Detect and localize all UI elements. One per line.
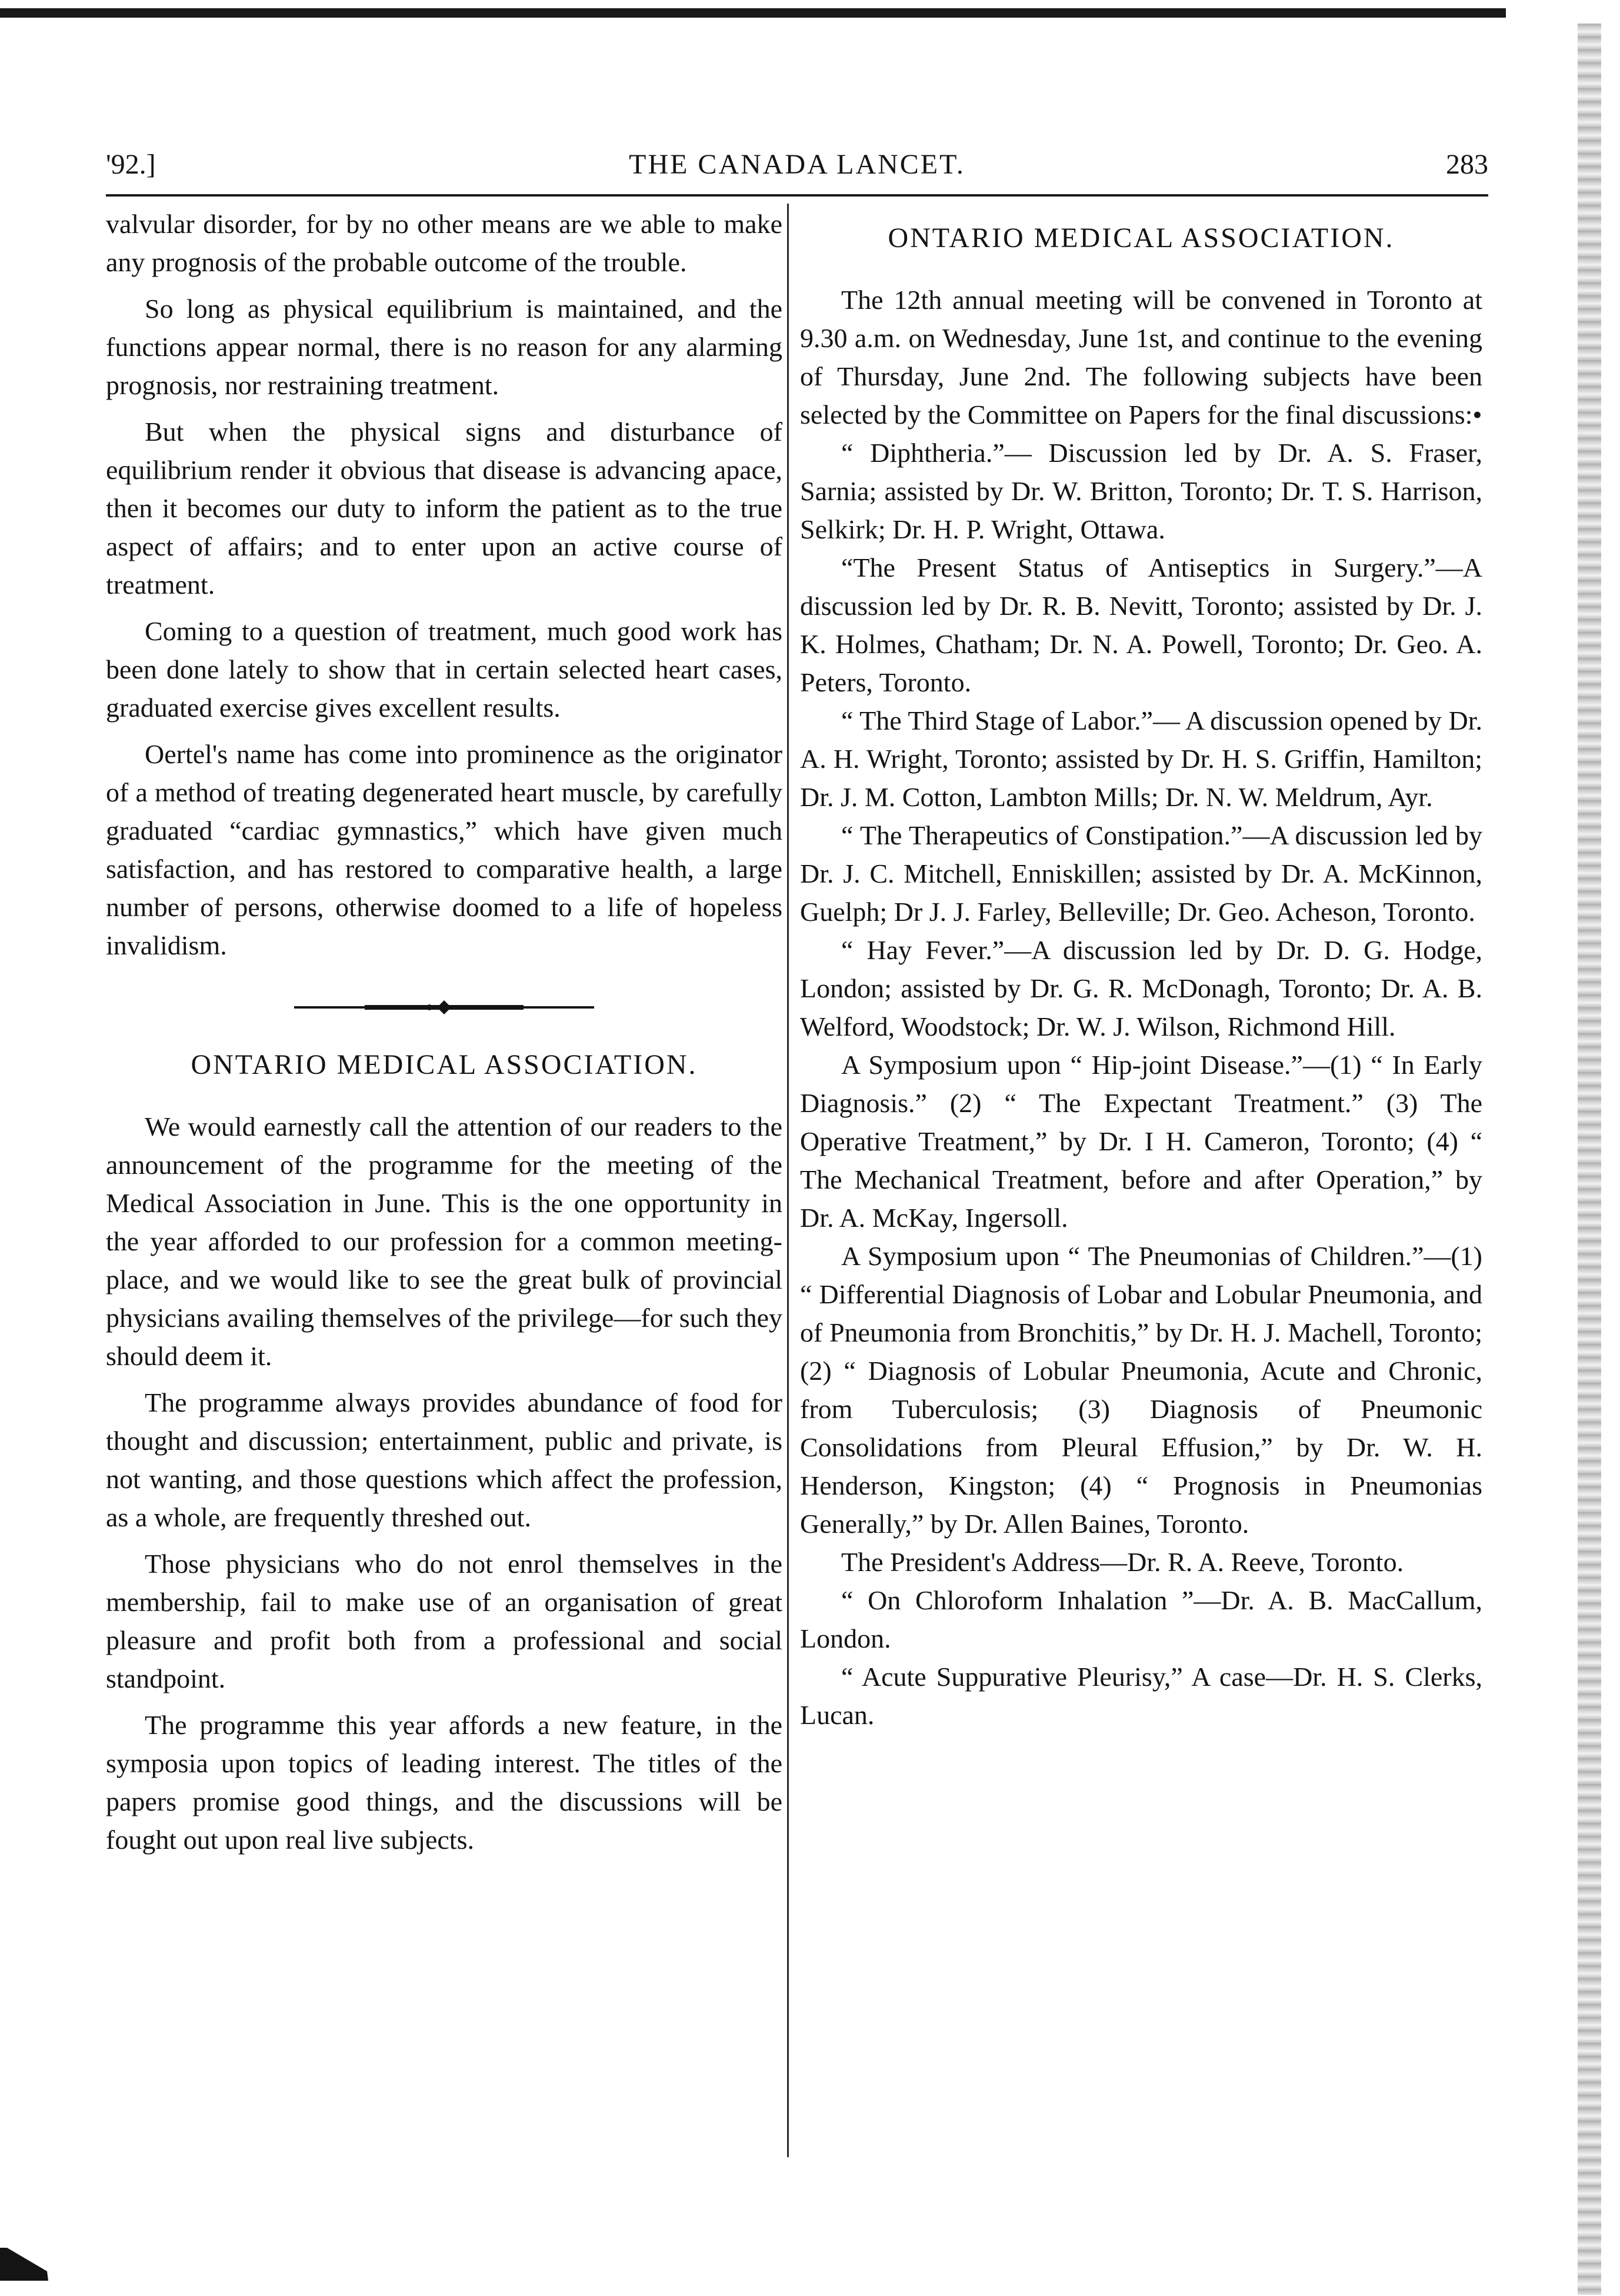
page-number: 283: [1446, 149, 1488, 180]
paragraph: Oertel's name has come into prominence as the originator of a method of treating degenerated heart muscle, by carefully graduated “cardiac gymnastics,” which have given much satisfaction, and has restored to comparative health, a large number of persons, otherwise doomed to a life of hopeless invalidism.: [106, 739, 782, 960]
corner-mark-icon: [0, 2248, 53, 2283]
paragraph: “ On Chloroform Inhalation ”—Dr. A. B. MacCallum, London.: [800, 1585, 1482, 1653]
paragraph: “ Hay Fever.”—A discussion led by Dr. D. G. Hodge, London; assisted by Dr. G. R. McDonagh, Toronto; Dr. A. B. Welford, Woodstock; Dr. W. J. Wilson, Richmond Hill.: [800, 935, 1482, 1041]
paragraph: “The Present Status of Antiseptics in Surgery.”—A discussion led by Dr. R. B. Nevitt, Toronto; assisted by Dr. J. K. Holmes, Chatham; Dr. N. A. Powell, Toronto; Dr. Geo. A. Peters, Toronto.: [800, 553, 1482, 697]
paragraph: The programme this year affords a new feature, in the symposia upon topics of leading interest. The titles of the papers promise good things, and the discussions will be fought out upon real live subjects.: [106, 1710, 782, 1855]
paragraph: Coming to a question of treatment, much good work has been done lately to show that in certain selected heart cases, graduated exercise gives excellent results.: [106, 616, 782, 723]
paragraph: Those physicians who do not enrol themselves in the membership, fail to make use of an organisation of great pleasure and profit both from a professional and social standpoint.: [106, 1549, 782, 1693]
paragraph: “ The Therapeutics of Constipation.”—A discussion led by Dr. J. C. Mitchell, Enniskillen; assisted by Dr. A. McKinnon, Guelph; Dr J. J. Farley, Belleville; Dr. Geo. Acheson, Toronto.: [800, 820, 1482, 927]
section-heading: ONTARIO MEDICAL ASSOCIATION.: [191, 1049, 698, 1080]
section-ornament: [106, 993, 782, 1028]
paragraph: The President's Address—Dr. R. A. Reeve, Toronto.: [841, 1547, 1404, 1577]
paragraph: “ Diphtheria.”— Discussion led by Dr. A. S. Fraser, Sarnia; assisted by Dr. W. Britton, Toronto; Dr. T. S. Harrison, Selkirk; Dr. H. P. Wright, Ottawa.: [800, 438, 1482, 544]
paragraph: A Symposium upon “ Hip-joint Disease.”—(1) “ In Early Diagnosis.” (2) “ The Expectant Treatment.” (3) The Operative Treatment,” by Dr. I H. Cameron, Toronto; (4) “ The Mechanical Treatment, before and after Operation,” by Dr. A. McKay, Ingersoll.: [800, 1050, 1482, 1233]
paragraph: But when the physical signs and disturbance of equilibrium render it obvious that disease is advancing apace, then it becomes our duty to inform the patient as to the true aspect of affairs; and to enter upon an active course of treatment.: [106, 417, 782, 600]
paragraph: We would earnestly call the attention of our readers to the announcement of the programme for the meeting of the Medical Association in June. This is the one opportunity in the year afforded to our profession for a common meeting-place, and we would like to see the great bulk of provincial physicians availing themselves of the privilege—for such they should deem it.: [106, 1112, 782, 1371]
ornament-rule-icon: [294, 999, 594, 1016]
paragraph: valvular disorder, for by no other means are we able to make any prognosis of the probable outcome of the trouble.: [106, 209, 782, 277]
top-border-rule: [0, 8, 1506, 18]
paragraph: A Symposium upon “ The Pneumonias of Children.”—(1) “ Differential Diagnosis of Lobar and Lobular Pneumonia, and of Pneumonia from Bronchitis,” by Dr. H. J. Machell, Toronto; (2) “ Diagnosis of Lobular Pneumonia, Acute and Chronic, from Tuberculosis; (3) Diagnosis of Pneumonic Consolidations from Pleural Effusion,” by Dr. W. H. Henderson, Kingston; (4) “ Prognosis in Pneumonias Generally,” by Dr. Allen Baines, Toronto.: [800, 1241, 1482, 1539]
paragraph: “ The Third Stage of Labor.”— A discussion opened by Dr. A. H. Wright, Toronto; assisted by Dr. H. S. Griffin, Hamilton; Dr. J. M. Cotton, Lambton Mills; Dr. N. W. Meldrum, Ayr.: [800, 706, 1482, 812]
page-header: [106, 148, 1488, 195]
column-divider: [787, 204, 789, 2157]
running-title: THE CANADA LANCET.: [629, 149, 965, 180]
right-column: [800, 205, 1482, 1734]
paragraph: The 12th annual meeting will be convened in Toronto at 9.30 a.m. on Wednesday, June 1st, and continue to the evening of Thursday, June 2nd. The following subjects have been selected by the Committee on Papers for the final discussions:•: [800, 285, 1482, 430]
header-rule: [106, 194, 1488, 197]
paragraph: The programme always provides abundance of food for thought and discussion; entertainment, public and private, is not wanting, and those questions which affect the profession, as a whole, are frequently threshed out.: [106, 1387, 782, 1532]
folio-year: '92.]: [106, 149, 156, 180]
section-heading: ONTARIO MEDICAL ASSOCIATION.: [888, 222, 1395, 254]
page-binding-edge: [1578, 24, 1601, 2295]
paragraph: “ Acute Suppurative Pleurisy,” A case—Dr. H. S. Clerks, Lucan.: [800, 1662, 1482, 1730]
paragraph: So long as physical equilibrium is maintained, and the functions appear normal, there is no reason for any alarming prognosis, nor restraining treatment.: [106, 294, 782, 400]
left-column: [106, 205, 782, 1867]
